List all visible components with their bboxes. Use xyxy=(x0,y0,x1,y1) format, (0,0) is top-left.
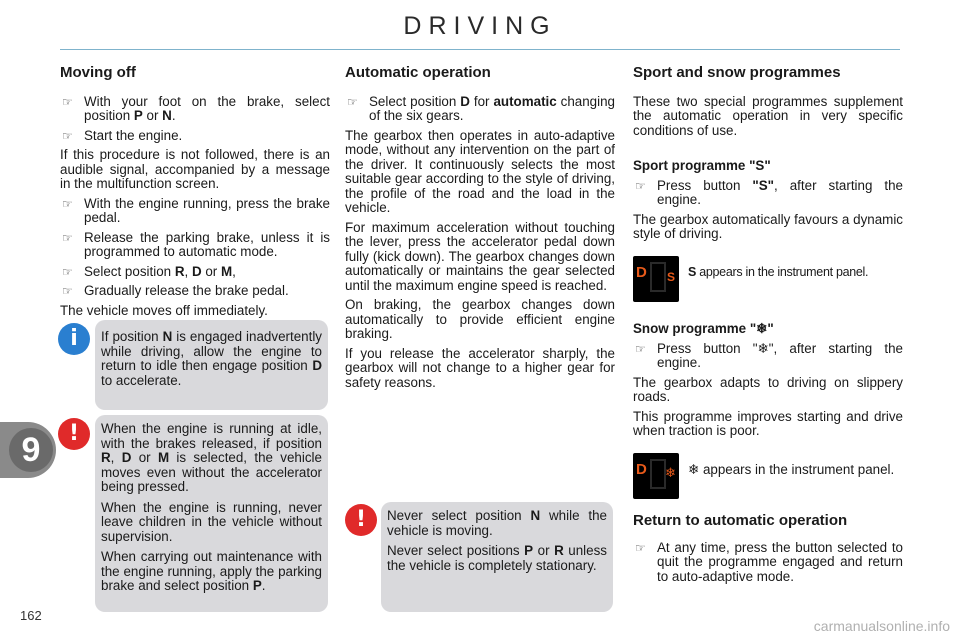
heading-sport-programme: Sport programme "S" xyxy=(633,158,771,173)
warning-text: When the engine is running, never leave children in the vehicle without supervision. xyxy=(101,499,322,544)
list-item: ☞ Select position R, D or M, xyxy=(62,263,236,279)
warning-text: When the engine is running at idle, with the brakes released, if position R, D or M is selected, the vehicle moves even without the accelerator being pressed. xyxy=(101,421,322,494)
list-item: ☞ Press button "S", after starting the engine. xyxy=(635,177,903,207)
column-sport-snow xyxy=(633,60,903,247)
snow-caption: ❄ appears in the instrument panel. xyxy=(688,462,895,477)
list-item: ☞ With the engine running, press the brake pedal. xyxy=(62,195,330,225)
moving-off-steps-2 xyxy=(60,197,330,299)
snowflake-icon: ❄ xyxy=(665,466,676,481)
panel-sport-letter: S xyxy=(667,270,676,284)
list-item: ☞ With your foot on the brake, select position P or N. xyxy=(62,93,330,123)
moving-off-steps-1 xyxy=(60,95,330,144)
panel-gear-letter: D xyxy=(636,461,647,478)
paragraph: If you release the accelerator sharply, the gearbox will not change to a higher gear for safety reasons. xyxy=(345,345,615,390)
instrument-panel-snow-image xyxy=(633,453,679,499)
automatic-steps xyxy=(345,95,615,124)
warning-box-moving-off xyxy=(95,415,328,612)
info-box xyxy=(95,320,328,410)
warning-icon: ! xyxy=(58,418,90,450)
sport-caption: S appears in the instrument panel. xyxy=(688,265,869,279)
heading-return-automatic: Return to automatic operation xyxy=(633,512,848,529)
watermark: carmanualsonline.info xyxy=(813,618,950,634)
return-section xyxy=(633,508,903,589)
warning-text: Never select positions P or R unless the vehicle is completely stationary. xyxy=(387,543,607,573)
sport-steps xyxy=(633,179,903,208)
instrument-panel-sport-image xyxy=(633,256,679,302)
info-text: If position N is engaged inadvertently while driving, allow the engine to return to idle then engage position D to accelerate. xyxy=(101,329,322,388)
chapter-tab xyxy=(0,422,56,478)
pointing-hand-icon: ☞ xyxy=(62,128,73,143)
page-number: 162 xyxy=(20,608,42,623)
chapter-number: 9 xyxy=(9,428,53,472)
pointing-hand-icon: ☞ xyxy=(62,94,73,109)
paragraph: For maximum acceleration without touching the lever, press the accelerator pedal down fully (kick down). The gearbox changes down automatically or maintains the gear selected until the maximum engine speed is reached. xyxy=(345,219,615,293)
heading-snow-programme: Snow programme "❄" xyxy=(633,321,774,336)
paragraph: On braking, the gearbox changes down automatically to provide efficient engine braking. xyxy=(345,297,615,341)
list-item: ☞ Release the parking brake, unless it is programmed to automatic mode. xyxy=(62,229,330,259)
list-item: ☞ At any time, press the button selected to quit the programme engaged and return to auto-adaptive mode. xyxy=(635,539,903,584)
pointing-hand-icon: ☞ xyxy=(62,196,73,211)
panel-gear-letter: D xyxy=(636,264,647,281)
warning-box-neutral xyxy=(381,502,613,612)
pointing-hand-icon: ☞ xyxy=(635,341,646,356)
panel-digit xyxy=(650,262,666,292)
page-title: DRIVING xyxy=(403,12,557,40)
info-icon: i xyxy=(58,323,90,355)
paragraph: The vehicle moves off immediately. xyxy=(60,302,268,318)
paragraph: This programme improves starting and drive when traction is poor. xyxy=(633,408,903,438)
pointing-hand-icon: ☞ xyxy=(62,264,73,279)
pointing-hand-icon: ☞ xyxy=(635,540,646,555)
warning-text: When carrying out maintenance with the engine running, apply the parking brake and select position P. xyxy=(101,549,322,593)
paragraph: These two special programmes supplement the automatic operation in very specific conditions of use. xyxy=(633,93,903,138)
list-item: ☞ Gradually release the brake pedal. xyxy=(62,283,289,298)
warning-text: Never select position N while the vehicle is moving. xyxy=(387,508,608,538)
heading-moving-off: Moving off xyxy=(60,64,136,81)
pointing-hand-icon: ☞ xyxy=(62,230,73,245)
paragraph: The gearbox adapts to driving on slippery roads. xyxy=(633,374,903,404)
warning-icon: ! xyxy=(345,504,377,536)
pointing-hand-icon: ☞ xyxy=(347,94,358,109)
panel-digit xyxy=(650,459,666,489)
snow-steps xyxy=(633,342,903,371)
list-item: ☞ Start the engine. xyxy=(62,127,183,143)
heading-automatic-operation: Automatic operation xyxy=(345,64,491,81)
list-item: ☞ Press button "❄", after starting the engine. xyxy=(635,340,903,370)
paragraph: The gearbox automatically favours a dynamic style of driving. xyxy=(633,211,903,241)
list-item: ☞ Select position D for automatic changing of the six gears. xyxy=(347,93,615,123)
return-steps xyxy=(633,541,903,585)
pointing-hand-icon: ☞ xyxy=(635,178,646,193)
header-rule xyxy=(60,49,900,50)
column-moving-off xyxy=(60,60,330,323)
snow-section xyxy=(633,322,903,444)
heading-sport-snow: Sport and snow programmes xyxy=(633,64,841,81)
paragraph: If this procedure is not followed, there is an audible signal, accompanied by a message in the multifunction screen. xyxy=(60,147,330,191)
paragraph: The gearbox then operates in auto-adaptive mode, without any intervention on the part of the driver. It continuously selects the most suitable gear according to the style of driving, the profile of the road and the load in the vehicle. xyxy=(345,127,615,215)
pointing-hand-icon: ☞ xyxy=(62,284,73,298)
column-automatic-operation xyxy=(345,60,615,395)
